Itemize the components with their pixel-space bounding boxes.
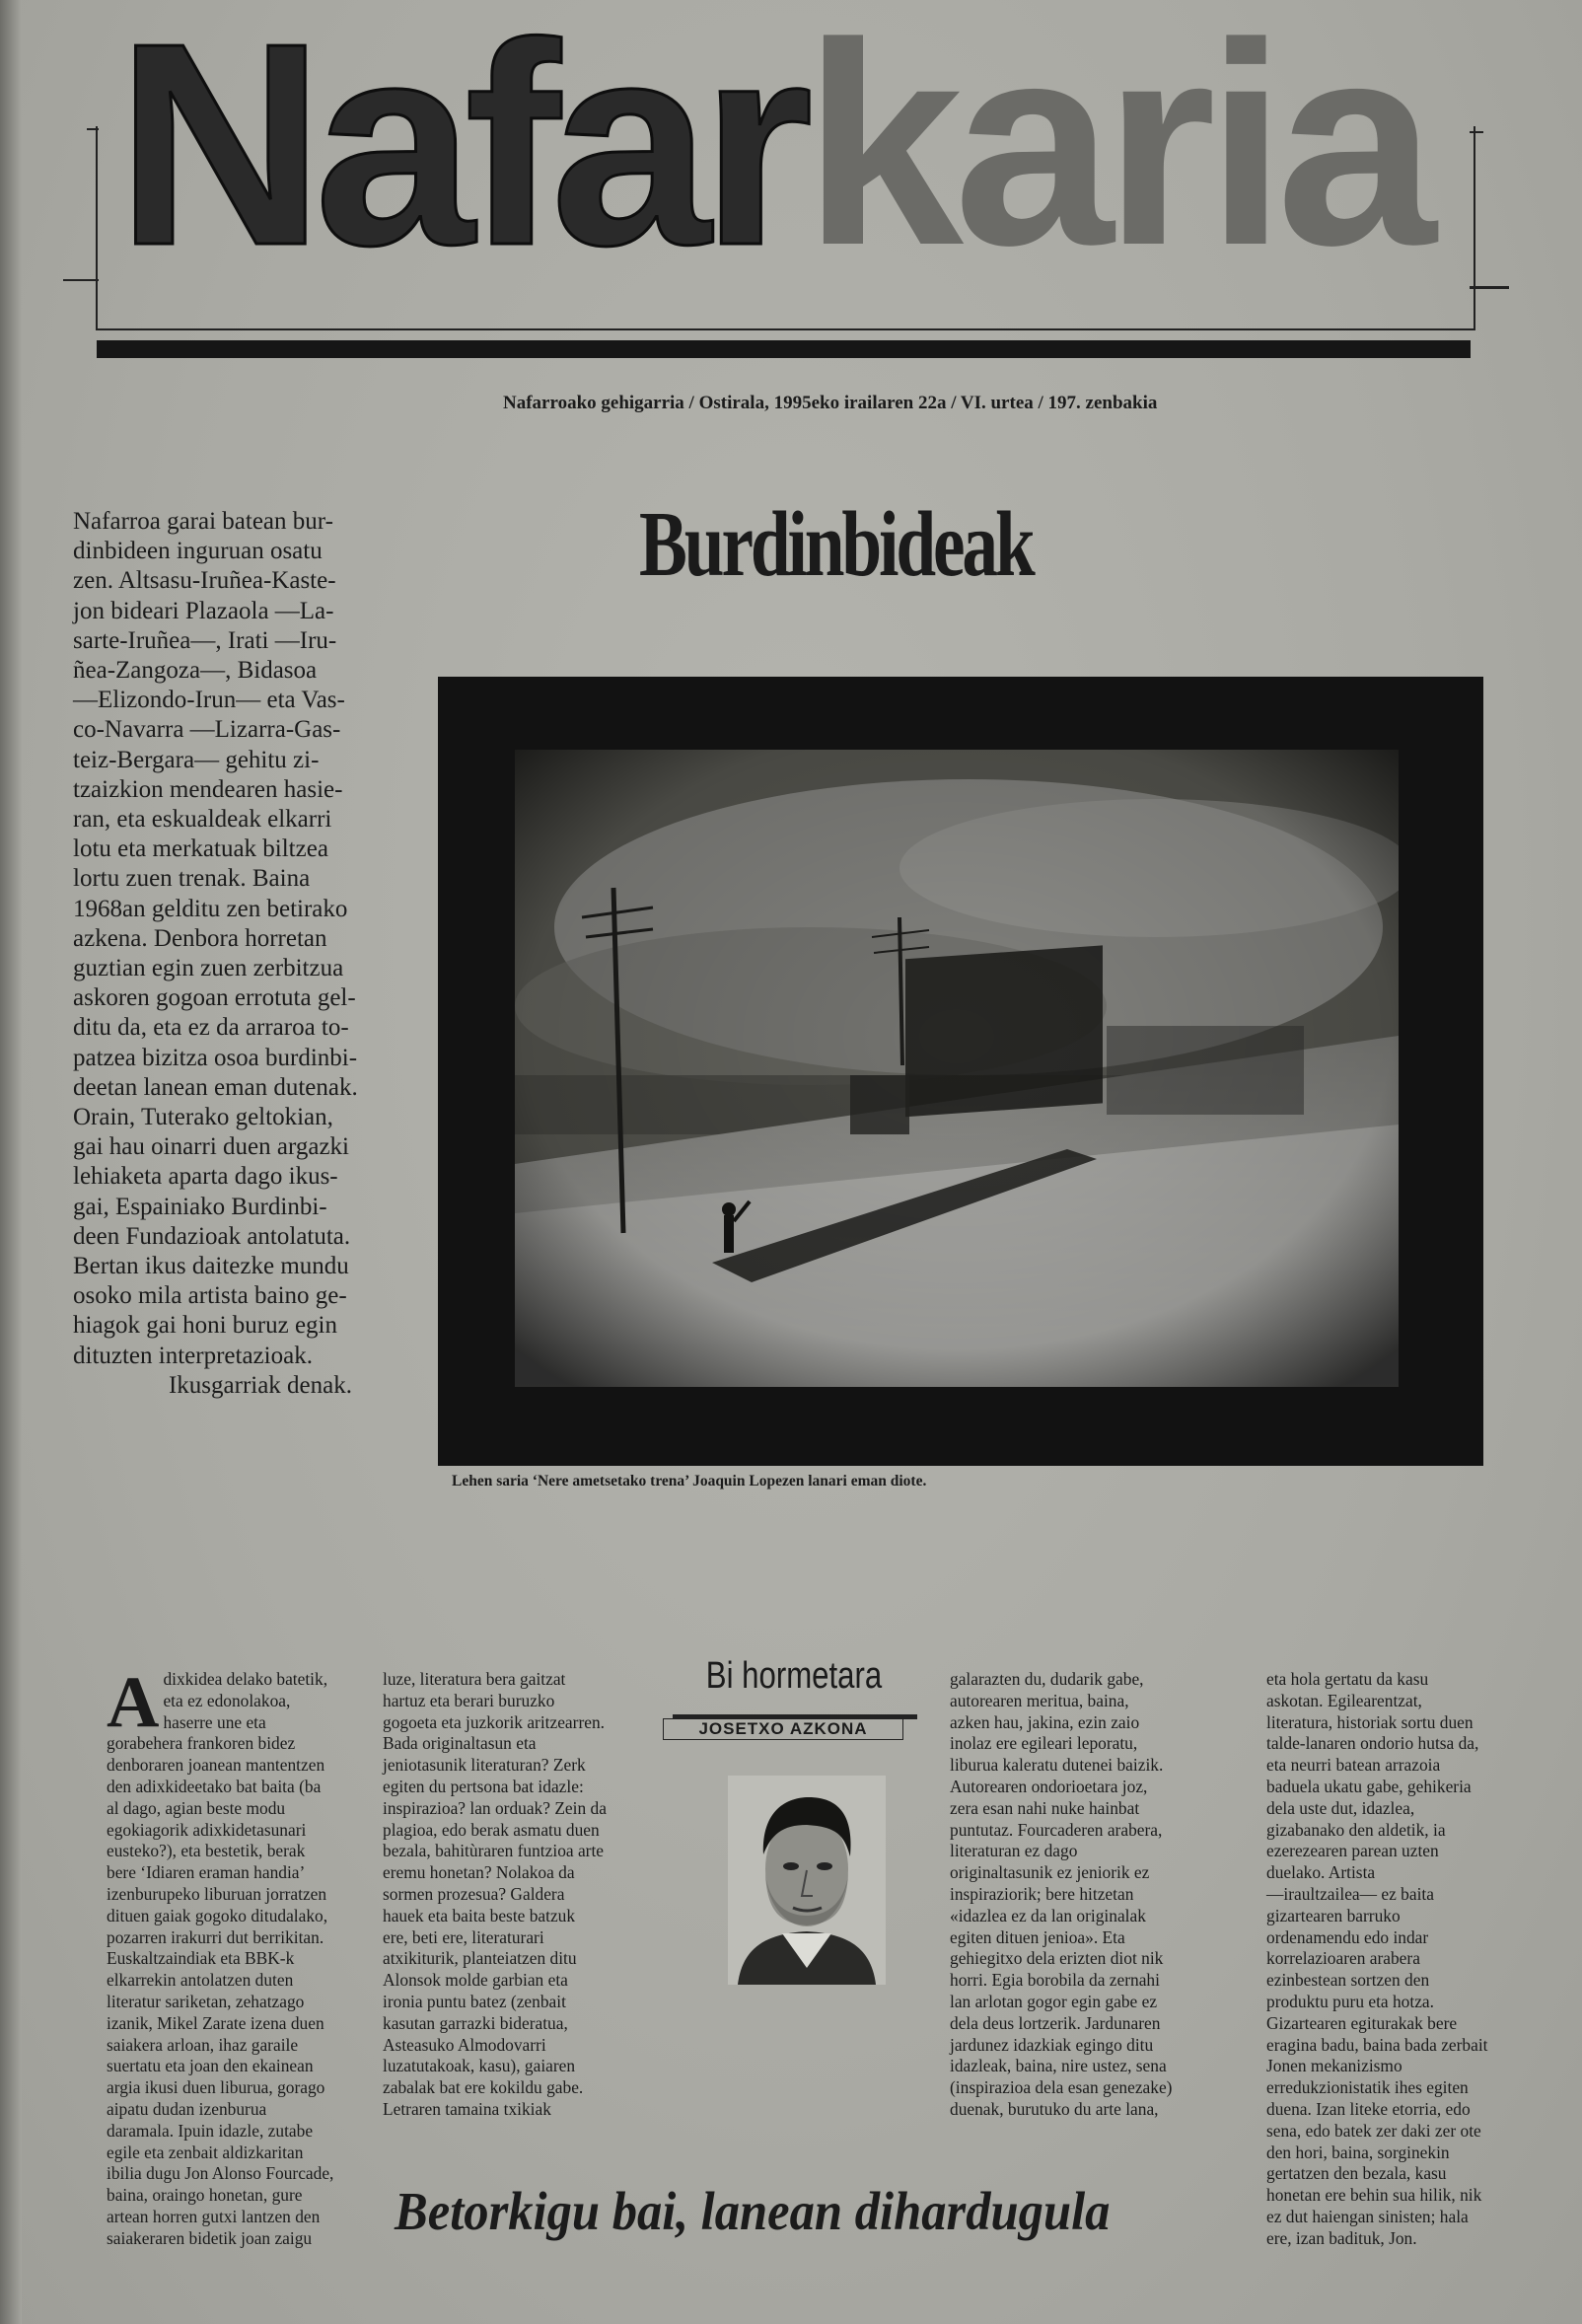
author-byline: JOSETXO AZKONA [663, 1718, 903, 1740]
article-line: dela uste dut, idazlea, [1266, 1797, 1415, 1818]
article-line: ezinbestean sortzen den [1266, 1970, 1430, 1991]
article-line: argia ikusi duen liburua, gorago [107, 2077, 325, 2098]
article-line: elkarrekin antolatzen duten [107, 1970, 294, 1991]
article-line: zabalak bat ere kokildu gabe. [383, 2077, 584, 2098]
intro-line: lehiaketa aparta dago ikus- [73, 1163, 338, 1191]
article-column-4 [950, 1669, 1186, 2121]
article-line: Asteasuko Almodovarri [383, 2034, 546, 2055]
article-line: baina, oraingo honetan, gure [107, 2185, 303, 2206]
article-line: eta ez edonolakoa, [163, 1690, 291, 1710]
article-line: ezerezearen parean uzten [1266, 1841, 1439, 1861]
article-line: produktu puru eta hotza. [1266, 1991, 1434, 2011]
masthead-thick-rule [97, 340, 1471, 358]
article-line: Gizartearen egiturakak bere [1266, 2012, 1458, 2033]
article-line: luze, literatura bera gaitzat [383, 1669, 566, 1689]
article-line: jardunez idazkiak egingo ditu [950, 2034, 1154, 2055]
intro-line: sarte-Iruñea—, Irati —Iru- [73, 626, 337, 654]
intro-line: Orain, Tuterako geltokian, [73, 1104, 333, 1131]
intro-line: askoren gogoan errotuta gel- [73, 984, 356, 1012]
article-line: eusteko?), eta bestetik, berak [107, 1841, 306, 1861]
intro-line: zen. Altsasu-Iruñea-Kaste- [73, 567, 336, 595]
article-line: bere ‘Idiaren eraman handia’ [107, 1862, 306, 1883]
intro-line: tzaizkion mendearen hasie- [73, 775, 343, 803]
article-line: Autorearen ondorioetara joz, [950, 1776, 1148, 1796]
masthead-rule-right [1470, 286, 1509, 289]
article-line: liburua kaleratu dutenei baizik. [950, 1755, 1164, 1776]
intro-line: Bertan ikus daitezke mundu [73, 1253, 349, 1280]
intro-line: ran, eta eskualdeak elkarri [73, 806, 332, 834]
article-line: puntutaz. Fourcaderen arabera, [950, 1819, 1163, 1840]
article-line: literatur sariketan, zehatzago [107, 1991, 305, 2011]
article-line: ere, beti ere, literaturari [383, 1926, 544, 1947]
article-line: Letraren tamaina txikiak [383, 2098, 551, 2119]
article-line: zera esan nahi nuke hainbat [950, 1797, 1140, 1818]
intro-line: dituzten interpretazioak. [73, 1342, 313, 1369]
article-line: eta hola gertatu da kasu [1266, 1669, 1429, 1689]
article-line: duelako. Artista [1266, 1862, 1376, 1883]
masthead-rule-left-top [87, 128, 99, 130]
article-line: den adixkideetako bat baita (ba [107, 1776, 322, 1796]
article-line: egile eta zenbait aldizkaritan [107, 2142, 304, 2162]
headline: Burdinbideak [639, 493, 1033, 596]
article-line: dixkidea delako batetik, [163, 1669, 328, 1689]
article-line: Jonen mekanizismo [1266, 2056, 1402, 2076]
intro-line: patzea bizitza osoa burdinbi- [73, 1044, 358, 1071]
article-line: izenburupeko liburuan jorratzen [107, 1883, 327, 1904]
article-line: ez dut haiengan sinisten; hala [1266, 2206, 1469, 2226]
article-line: sormen prozesua? Galdera [383, 1883, 565, 1904]
binding-shadow [0, 0, 22, 2324]
article-line: plagioa, edo berak asmatu duen [383, 1819, 600, 1840]
train-photo [515, 750, 1399, 1387]
article-line: eta neurri batean arrazoia [1266, 1755, 1441, 1776]
article-line: talde-lanaren ondorio hutsa da, [1266, 1733, 1479, 1754]
article-column-2 [383, 1669, 629, 2121]
article-line: haserre une eta [163, 1711, 266, 1732]
intro-line: deen Fundazioak antolatuta. [73, 1222, 351, 1250]
article-line: duenak, burutuko du arte lana, [950, 2098, 1159, 2119]
article-line: ibilia dugu Jon Alonso Fourcade, [107, 2163, 334, 2184]
article-line: inspiraziorik; bere hitzetan [950, 1883, 1134, 1904]
article-line: gizabanako den aldetik, ia [1266, 1819, 1446, 1840]
article-line: atxikiturik, planteiatzen ditu [383, 1948, 577, 1969]
intro-line: Ikusgarriak denak. [168, 1371, 353, 1399]
article-line: eragina badu, baina bada zerbait [1266, 2034, 1488, 2055]
author-portrait-image [728, 1776, 886, 1985]
article-line: originaltasunik ez jeniorik ez [950, 1862, 1150, 1883]
intro-line: deetan lanean eman dutenak. [73, 1073, 358, 1101]
article-line: honetan ere behin sua hilik, nik [1266, 2185, 1482, 2206]
intro-line: co-Navarra —Lizarra-Gas- [73, 716, 341, 744]
intro-line: gai, Espainiako Burdinbi- [73, 1193, 327, 1220]
article-line: egiten dituen jenioa». Eta [950, 1926, 1125, 1947]
pull-quote: Betorkigu bai, lanean dihardugula [395, 2181, 1111, 2241]
article-line: luzatutakoak, kasu), gaiaren [383, 2056, 576, 2076]
article-line: aipatu dudan izenburua [107, 2098, 267, 2119]
intro-line: osoko mila artista baino ge- [73, 1282, 347, 1310]
train-photo-image [515, 750, 1399, 1387]
masthead-rule-right-top [1470, 131, 1483, 133]
intro-column [73, 507, 408, 1401]
author-portrait [728, 1776, 886, 1985]
intro-line: —Elizondo-Irun— eta Vas- [73, 687, 345, 714]
article-line: inolaz ere egileari leporatu, [950, 1733, 1138, 1754]
intro-line: dinbideen inguruan osatu [73, 538, 323, 565]
photo-caption: Lehen saria ‘Nere ametsetako trena’ Joaquin Lopezen lanari eman diote. [452, 1473, 927, 1489]
intro-line: hiagok gai honi buruz egin [73, 1312, 337, 1340]
article-line: gogoeta eta juzkorik aritzearren. [383, 1711, 605, 1732]
article-line: saiakera arloan, ihaz garaile [107, 2034, 299, 2055]
section-title: Bi hormetara [705, 1655, 883, 1697]
article-line: saiakeraren bidetik joan zaigu [107, 2227, 313, 2248]
article-line: Euskaltzaindiak eta BBK-k [107, 1948, 295, 1969]
article-line: lan arlotan gogor egin gabe ez [950, 1991, 1158, 2011]
article-line: ordenamendu edo indar [1266, 1926, 1429, 1947]
article-line: idazleak, baina, nire ustez, sena [950, 2056, 1167, 2076]
intro-line: azkena. Denbora horretan [73, 924, 327, 952]
article-line: duena. Izan liteke etorria, edo [1266, 2098, 1471, 2119]
article-line: egokiagorik adixkidetasunari [107, 1819, 307, 1840]
article-line: (inspirazioa dela esan genezake) [950, 2077, 1173, 2098]
article-column-1 [107, 1662, 353, 2250]
article-line: sena, edo batek zer daki zer ote [1266, 2120, 1481, 2141]
intro-line: ñea-Zangoza—, Bidasoa [73, 657, 318, 685]
article-line: erredukzionistatik ihes egiten [1266, 2077, 1469, 2098]
article-line: egiten du pertsona bat idazle: [383, 1776, 584, 1796]
article-line: ironia puntu batez (zenbait [383, 1991, 566, 2011]
article-line: ere, izan badituk, Jon. [1266, 2227, 1417, 2248]
article-line: izanik, Mikel Zarate izena duen [107, 2012, 324, 2033]
dateline: Nafarroako gehigarria / Ostirala, 1995eko irailaren 22a / VI. urtea / 197. zenbakia [503, 393, 1158, 413]
article-column-5 [1266, 1669, 1503, 2250]
article-line: autorearen meritua, baina, [950, 1690, 1129, 1710]
article-line: denboraren joanean mantentzen [107, 1755, 325, 1776]
intro-line: 1968an gelditu zen betirako [73, 895, 348, 922]
article-line: literatura, historiak sortu duen [1266, 1711, 1474, 1732]
article-line: gorabehera frankoren bidez [107, 1733, 296, 1754]
newspaper-logo [116, 0, 1427, 305]
article-line: pozarren irakurri dut berrikitan. [107, 1926, 324, 1947]
dropcap: A [107, 1662, 160, 1743]
article-line: al dago, agian beste modu [107, 1797, 286, 1818]
article-line: dela deus lortzerik. Jardunaren [950, 2012, 1161, 2033]
article-line: hartuz eta berari buruzko [383, 1690, 555, 1710]
article-line: artean horren gutxi lantzen den [107, 2206, 321, 2226]
article-line: gehiegitxo dela erizten diot nik [950, 1948, 1164, 1969]
article-line: askotan. Egilearentzat, [1266, 1690, 1422, 1710]
intro-line: Nafarroa garai batean bur- [73, 508, 333, 535]
intro-line: lortu zuen trenak. Baina [73, 865, 311, 893]
article-line: den hori, baina, sorginekin [1266, 2142, 1450, 2162]
intro-line: teiz-Bergara— gehitu zi- [73, 746, 320, 773]
intro-line: gai hau oinarri duen argazki [73, 1133, 349, 1161]
article-line: eremu honetan? Nolakoa da [383, 1862, 575, 1883]
intro-line: ditu da, eta ez da arraroa to- [73, 1014, 349, 1042]
article-line: baduela ukatu gabe, gehikeria [1266, 1776, 1472, 1796]
article-line: horri. Egia borobila da zernahi [950, 1970, 1160, 1991]
article-line: inspirazioa? lan orduak? Zein da [383, 1797, 607, 1818]
intro-line: guztian egin zuen zerbitzua [73, 955, 344, 982]
article-line: Alonsok molde garbian eta [383, 1970, 568, 1991]
logo-part-1: Nafar [116, 0, 804, 305]
article-line: gizartearen barruko [1266, 1905, 1401, 1925]
article-line: gertatzen den bezala, kasu [1266, 2163, 1447, 2184]
logo-part-2: karia [803, 0, 1427, 305]
article-line: —iraultzailea— ez baita [1266, 1883, 1434, 1904]
article-line: dituen gaiak gogoko ditudalako, [107, 1905, 328, 1925]
intro-line: lotu eta merkatuak biltzea [73, 835, 328, 863]
masthead-rule-left [63, 279, 99, 281]
article-line: bezala, bahitùraren funtzioa arte [383, 1841, 605, 1861]
article-line: literaturan ez dago [950, 1841, 1078, 1861]
article-line: azken hau, jakina, ezin zaio [950, 1711, 1140, 1732]
article-line: Bada originaltasun eta [383, 1733, 537, 1754]
article-line: hauek eta baita beste batzuk [383, 1905, 576, 1925]
article-line: daramala. Ipuin idazle, zutabe [107, 2120, 314, 2141]
article-line: korrelazioaren arabera [1266, 1948, 1420, 1969]
article-line: kasutan garrazki bideratua, [383, 2012, 568, 2033]
article-line: suertatu eta joan den ekainean [107, 2056, 314, 2076]
article-line: jeniotasunik literaturan? Zerk [383, 1755, 586, 1776]
intro-line: jon bideari Plazaola —La- [73, 597, 334, 624]
article-line: galarazten du, dudarik gabe, [950, 1669, 1144, 1689]
article-line: «idazlea ez da lan originalak [950, 1905, 1146, 1925]
